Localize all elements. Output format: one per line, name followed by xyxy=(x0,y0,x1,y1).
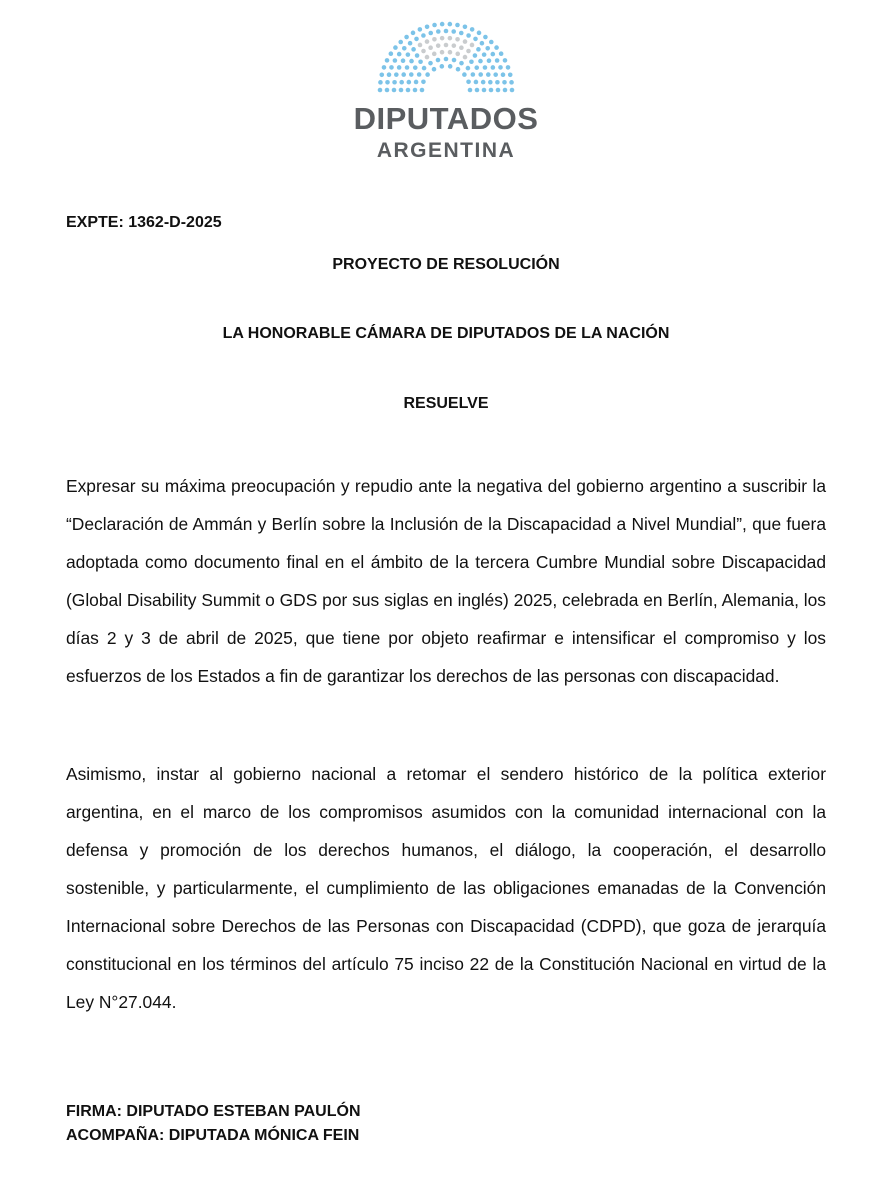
logo-dot xyxy=(417,72,422,77)
logo-dot xyxy=(418,27,423,32)
logo-dot xyxy=(399,88,404,93)
logo-dot xyxy=(478,72,483,77)
paragraph-2: Asimismo, instar al gobierno nacional a retomar el sendero histórico de la política exterior argentina, en el marco de los compromisos asumidos con la comunidad internacional con la defensa y promoción de los derechos humanos, el diálogo, la cooperación, el desarrollo sostenible, y particularmente, el cumplimiento de las obligaciones emanadas de la Convención Internacional sobre Derechos de las Personas con Discapacidad (CDPD), que goza de jerarquía constitucional en los términos del artículo 75 inciso 22 de la Constitución Nacional en virtud de la Ley N°27.044. xyxy=(66,764,826,1012)
logo-dot xyxy=(398,40,403,45)
logo-dot xyxy=(476,47,481,52)
logo-dot xyxy=(444,43,449,48)
logo-dot xyxy=(480,41,485,46)
logo-dot xyxy=(393,58,398,63)
logo-dot xyxy=(406,88,411,93)
logo-dot xyxy=(510,88,515,93)
logo-dot xyxy=(413,65,418,70)
logo-dot xyxy=(405,65,410,70)
logo-dot xyxy=(503,88,508,93)
logo-dot xyxy=(394,72,399,77)
hemicycle-dots-icon xyxy=(378,22,515,92)
logo-dot xyxy=(483,65,488,70)
logo-dot xyxy=(470,27,475,32)
logo-dot xyxy=(422,66,427,71)
logo-dot xyxy=(385,80,390,85)
logo-dot xyxy=(495,80,500,85)
logo-dot xyxy=(413,88,418,93)
logo-dot xyxy=(494,45,499,50)
accompanies-line: ACOMPAÑA: DIPUTADA MÓNICA FEIN xyxy=(66,1127,360,1144)
logo-dot xyxy=(407,80,412,85)
logo-dot xyxy=(425,55,430,60)
logo-dot xyxy=(385,88,390,93)
logo-dot xyxy=(401,58,406,63)
logo-dot xyxy=(448,64,453,69)
logo-dot xyxy=(397,52,402,57)
logo-dot xyxy=(489,88,494,93)
logo-dot xyxy=(444,57,449,62)
logo-dot xyxy=(406,52,411,57)
logo-dot xyxy=(502,80,507,85)
logo-dot xyxy=(488,80,493,85)
logo-dot xyxy=(448,50,453,55)
logo-dot xyxy=(378,80,383,85)
logo-dot xyxy=(415,53,420,58)
logo-dot xyxy=(452,58,457,63)
logo-dot xyxy=(474,80,479,85)
logo-dot xyxy=(399,80,404,85)
heading-chamber: LA HONORABLE CÁMARA DE DIPUTADOS DE LA NACIÓN xyxy=(222,325,670,342)
logo-dot xyxy=(392,88,397,93)
logo-dot xyxy=(436,43,441,48)
logo-dot xyxy=(496,88,501,93)
logo-dot xyxy=(436,29,441,34)
logo-dot xyxy=(470,43,475,48)
logo-dot xyxy=(508,72,513,77)
logo-dot xyxy=(455,23,460,28)
logo-dot xyxy=(491,65,496,70)
logo-dot xyxy=(506,65,511,70)
logo-dot xyxy=(421,49,426,54)
logo-dot xyxy=(459,31,464,36)
logo-dot xyxy=(411,31,416,36)
logo-dot xyxy=(475,88,480,93)
logo-dot xyxy=(471,72,476,77)
logo-dot xyxy=(382,65,387,70)
logo-dot xyxy=(491,52,496,57)
logo-dot xyxy=(393,45,398,50)
logo-dot xyxy=(466,33,471,38)
logo-dot xyxy=(425,72,430,77)
logo-dot xyxy=(425,24,430,29)
logo-dot xyxy=(440,50,445,55)
logo-dot xyxy=(455,52,460,57)
logo-dot xyxy=(440,22,445,27)
logo-dot xyxy=(411,47,416,52)
paragraph-1: Expresar su máxima preocupación y repudio ante la negativa del gobierno argentino a suscribir la “Declaración de Ammán y Berlín sobre la Inclusión de la Discapacidad a Nivel Mundial”, que fuera adoptada como documento final en el ámbito de la tercera Cumbre Mundial sobre Discapacidad (Global Disability Summit o GDS por sus siglas en inglés) 2025, celebrada en Berlín, Alemania, los días 2 y 3 de abril de 2025, que tiene por objeto reafirmar e intensificar el compromiso y los esfuerzos de los Estados a fin de garantizar los derechos de las personas con discapacidad. xyxy=(66,476,826,686)
logo-dot xyxy=(456,67,461,72)
logo-dot xyxy=(421,33,426,38)
logo-dot xyxy=(495,58,500,63)
logo-dot xyxy=(487,58,492,63)
logo-dot xyxy=(440,64,445,69)
logo-dot xyxy=(414,37,419,42)
logo-dot xyxy=(392,80,397,85)
logo-dot xyxy=(428,31,433,36)
logo-dot xyxy=(404,35,409,40)
logo-dot xyxy=(455,37,460,42)
logo-dot xyxy=(401,72,406,77)
logo-dot xyxy=(493,72,498,77)
signature-line: FIRMA: DIPUTADO ESTEBAN PAULÓN xyxy=(66,1103,361,1120)
logo-dot xyxy=(389,51,394,56)
logo-dot xyxy=(436,58,441,63)
logo-dot xyxy=(466,79,471,84)
logo-dot xyxy=(432,37,437,42)
logo-dot xyxy=(473,37,478,42)
logo-dot xyxy=(463,24,468,29)
logo-dot xyxy=(463,55,468,60)
logo-subtitle: ARGENTINA xyxy=(376,139,516,162)
heading-resolve: RESUELVE xyxy=(403,395,489,412)
logo-dot xyxy=(408,41,413,46)
logo-dot xyxy=(499,51,504,56)
logo-dot xyxy=(462,72,467,77)
logo-dot xyxy=(425,39,430,44)
heading-project: PROYECTO DE RESOLUCIÓN xyxy=(332,256,560,273)
logo-dot xyxy=(463,39,468,44)
logo-dot xyxy=(389,65,394,70)
logo-dot xyxy=(418,43,423,48)
logo-dot xyxy=(409,72,414,77)
logo-dot xyxy=(448,36,453,41)
logo-dot xyxy=(473,53,478,58)
logo-dot xyxy=(466,66,471,71)
logo-dot xyxy=(385,58,390,63)
logo-dot xyxy=(468,88,473,93)
logo-dot xyxy=(448,22,453,27)
logo-dot xyxy=(474,65,479,70)
logo-dot xyxy=(483,35,488,40)
logo-dot xyxy=(440,36,445,41)
diputados-logo xyxy=(0,12,892,172)
logo-dot xyxy=(397,65,402,70)
logo-dot xyxy=(402,46,407,51)
logo-dot xyxy=(482,88,487,93)
logo-dot xyxy=(459,45,464,50)
logo-dot xyxy=(432,52,437,57)
logo-dot xyxy=(432,67,437,72)
logo-dot xyxy=(414,80,419,85)
logo-dot xyxy=(428,61,433,66)
logo-dot xyxy=(503,58,508,63)
logo-dot xyxy=(421,79,426,84)
logo-title: DIPUTADOS xyxy=(353,101,539,136)
logo-dot xyxy=(378,88,383,93)
logo-dot xyxy=(379,72,384,77)
logo-dot xyxy=(478,59,483,64)
logo-dot xyxy=(452,43,457,48)
logo-dot xyxy=(418,59,423,64)
logo-dot xyxy=(485,46,490,51)
logo-dot xyxy=(420,88,425,93)
logo-dot xyxy=(428,45,433,50)
logo-dot xyxy=(482,52,487,57)
logo-dot xyxy=(501,72,506,77)
logo-dot xyxy=(451,29,456,34)
logo-dot xyxy=(469,59,474,64)
logo-dot xyxy=(409,59,414,64)
logo-dot xyxy=(432,23,437,28)
logo-dot xyxy=(466,49,471,54)
expediente-number: EXPTE: 1362-D-2025 xyxy=(66,214,222,231)
logo-dot xyxy=(509,80,514,85)
logo-dot xyxy=(387,72,392,77)
logo-dot xyxy=(489,40,494,45)
logo-dot xyxy=(444,29,449,34)
logo-dot xyxy=(459,61,464,66)
logo-svg xyxy=(336,12,556,172)
logo-dot xyxy=(481,80,486,85)
logo-dot xyxy=(498,65,503,70)
logo-dot xyxy=(486,72,491,77)
logo-dot xyxy=(477,31,482,36)
